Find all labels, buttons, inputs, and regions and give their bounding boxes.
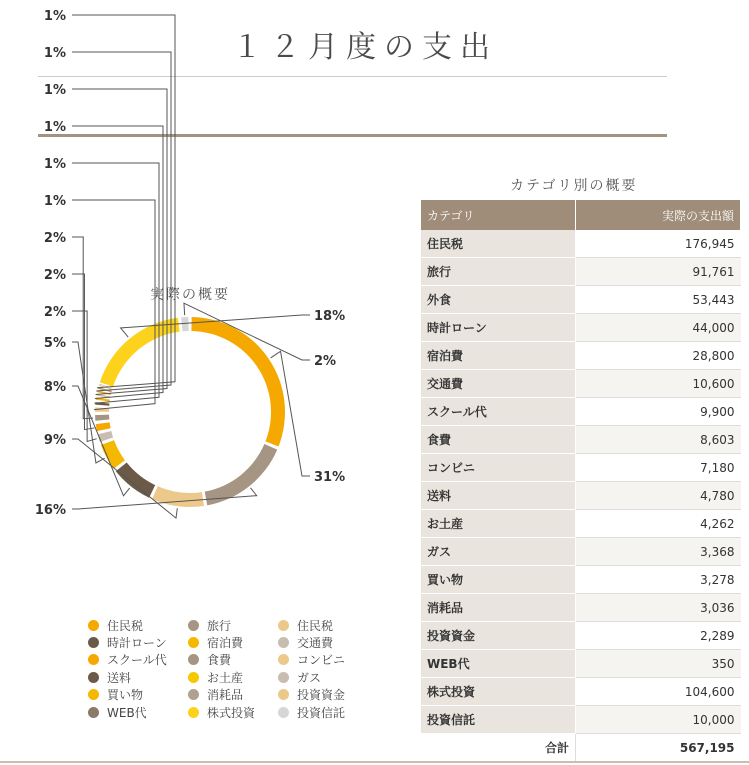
table-row <box>421 510 741 538</box>
percent-label: 2% <box>43 231 66 246</box>
leader-line <box>72 237 93 419</box>
legend-item <box>278 634 333 650</box>
legend-item <box>88 687 143 703</box>
table-row <box>421 398 741 426</box>
row-amount: 104,600 <box>576 678 741 706</box>
row-category: ガス <box>421 538 576 566</box>
row-category: 交通費 <box>421 370 576 398</box>
row-category: 株式投資 <box>421 678 576 706</box>
row-category: 消耗品 <box>421 594 576 622</box>
row-amount: 10,600 <box>576 370 741 398</box>
row-amount: 7,180 <box>576 454 741 482</box>
legend-label: スクール代 <box>107 653 167 668</box>
table-row <box>421 706 741 734</box>
pie-slice <box>101 440 125 469</box>
legend-item <box>278 617 333 633</box>
table-row <box>421 342 741 370</box>
percent-label: 8% <box>43 380 66 395</box>
pie-slice <box>95 415 109 421</box>
pie-slice <box>181 317 188 331</box>
table-row <box>421 286 741 314</box>
legend-swatch <box>278 689 289 700</box>
row-category: 投資信託 <box>421 706 576 734</box>
legend-item <box>88 704 147 720</box>
legend-swatch <box>278 654 289 665</box>
legend-item <box>88 652 167 668</box>
legend-swatch <box>88 637 99 648</box>
table-row <box>421 538 741 566</box>
row-category: WEB代 <box>421 650 576 678</box>
pie-slice <box>96 422 111 431</box>
row-category: 旅行 <box>421 258 576 286</box>
row-category: 送料 <box>421 482 576 510</box>
legend-label: 消耗品 <box>207 688 244 703</box>
bottom-divider <box>0 761 749 763</box>
percent-label: 1% <box>43 9 66 24</box>
table-body <box>421 230 741 734</box>
percent-label: 18% <box>314 309 346 324</box>
percent-label: 1% <box>43 46 66 61</box>
row-amount: 53,443 <box>576 286 741 314</box>
legend-swatch <box>88 707 99 718</box>
legend-swatch <box>188 672 199 683</box>
table-row <box>421 566 741 594</box>
legend-label: 投資資金 <box>297 688 346 703</box>
legend-item <box>88 634 167 650</box>
table-row <box>421 622 741 650</box>
row-amount: 4,780 <box>576 482 741 510</box>
legend-swatch <box>188 689 199 700</box>
legend-label: ガス <box>297 670 322 685</box>
legend-label: 送料 <box>107 670 132 685</box>
row-amount: 176,945 <box>576 230 741 258</box>
row-category: 住民税 <box>421 230 576 258</box>
legend-swatch <box>188 620 199 631</box>
row-amount: 10,000 <box>576 706 741 734</box>
percent-label: 2% <box>43 268 66 283</box>
table-row <box>421 482 741 510</box>
row-amount: 3,278 <box>576 566 741 594</box>
legend-swatch <box>278 672 289 683</box>
legend-item <box>278 669 321 685</box>
legend-swatch <box>88 620 99 631</box>
row-amount: 350 <box>576 650 741 678</box>
table-row <box>421 370 741 398</box>
legend-item <box>188 669 243 685</box>
page-title: １２月度の支出 <box>232 30 498 65</box>
table-row <box>421 594 741 622</box>
legend-swatch <box>88 672 99 683</box>
percent-label: 16% <box>34 503 66 518</box>
legend-swatch <box>188 707 199 718</box>
percent-label: 1% <box>43 120 66 135</box>
header-amount: 実際の支出額 <box>576 200 741 230</box>
legend-swatch <box>188 654 199 665</box>
row-amount: 2,289 <box>576 622 741 650</box>
legend-item <box>188 704 255 720</box>
table-row <box>421 454 741 482</box>
row-category: 宿泊費 <box>421 342 576 370</box>
chart-title: 実際の概要 <box>150 287 230 303</box>
table-row <box>421 678 741 706</box>
legend-label: お土産 <box>207 670 244 685</box>
table-title: カテゴリ別の概要 <box>510 178 638 194</box>
legend-label: 株式投資 <box>207 705 256 720</box>
legend-label: 投資信託 <box>297 705 346 720</box>
table-header-row <box>421 200 741 230</box>
legend-item <box>188 652 231 668</box>
row-category: コンビニ <box>421 454 576 482</box>
percent-label: 2% <box>43 305 66 320</box>
pie-slice <box>205 444 278 505</box>
legend-swatch <box>278 707 289 718</box>
table-row <box>421 258 741 286</box>
legend-label: コンビニ <box>297 653 346 668</box>
row-category: 投資資金 <box>421 622 576 650</box>
legend-item <box>188 617 231 633</box>
table-row <box>421 314 741 342</box>
legend-label: 旅行 <box>207 618 232 633</box>
legend-item <box>278 687 345 703</box>
legend-item <box>188 687 243 703</box>
legend-label: 買い物 <box>107 688 144 703</box>
legend-item <box>278 652 345 668</box>
percent-label: 2% <box>314 354 337 369</box>
category-summary-table <box>421 200 741 762</box>
row-amount: 4,262 <box>576 510 741 538</box>
total-value: 567,195 <box>576 734 741 762</box>
percent-label: 31% <box>314 470 346 485</box>
pie-slice <box>152 486 204 507</box>
row-category: スクール代 <box>421 398 576 426</box>
row-amount: 8,603 <box>576 426 741 454</box>
pie-slice <box>191 317 285 447</box>
table-row <box>421 230 741 258</box>
row-amount: 44,000 <box>576 314 741 342</box>
legend-swatch <box>88 654 99 665</box>
legend-label: 住民税 <box>297 618 334 633</box>
row-amount: 91,761 <box>576 258 741 286</box>
legend-item <box>278 704 345 720</box>
legend-item <box>188 634 243 650</box>
legend-swatch <box>88 689 99 700</box>
legend-label: 食費 <box>207 653 232 668</box>
legend-label: 宿泊費 <box>207 635 244 650</box>
percent-label: 1% <box>43 83 66 98</box>
row-category: 外食 <box>421 286 576 314</box>
legend-label: 時計ローン <box>107 635 167 650</box>
row-category: 買い物 <box>421 566 576 594</box>
table-total-row <box>421 734 741 762</box>
row-category: 食費 <box>421 426 576 454</box>
header-category: カテゴリ <box>421 200 576 230</box>
row-category: お土産 <box>421 510 576 538</box>
percent-label: 1% <box>43 157 66 172</box>
legend-swatch <box>278 620 289 631</box>
legend-label: WEB代 <box>107 705 147 720</box>
legend-item <box>88 669 131 685</box>
row-amount: 3,368 <box>576 538 741 566</box>
legend-label: 交通費 <box>297 635 334 650</box>
percent-label: 9% <box>43 433 66 448</box>
percent-label: 5% <box>43 336 66 351</box>
legend-swatch <box>278 637 289 648</box>
row-category: 時計ローン <box>421 314 576 342</box>
row-amount: 9,900 <box>576 398 741 426</box>
legend-swatch <box>188 637 199 648</box>
legend-item <box>88 617 143 633</box>
percent-label: 1% <box>43 194 66 209</box>
row-amount: 28,800 <box>576 342 741 370</box>
pie-slice <box>100 318 180 387</box>
legend-label: 住民税 <box>107 618 144 633</box>
table-row <box>421 650 741 678</box>
total-label: 合計 <box>421 734 576 762</box>
row-amount: 3,036 <box>576 594 741 622</box>
table-row <box>421 426 741 454</box>
